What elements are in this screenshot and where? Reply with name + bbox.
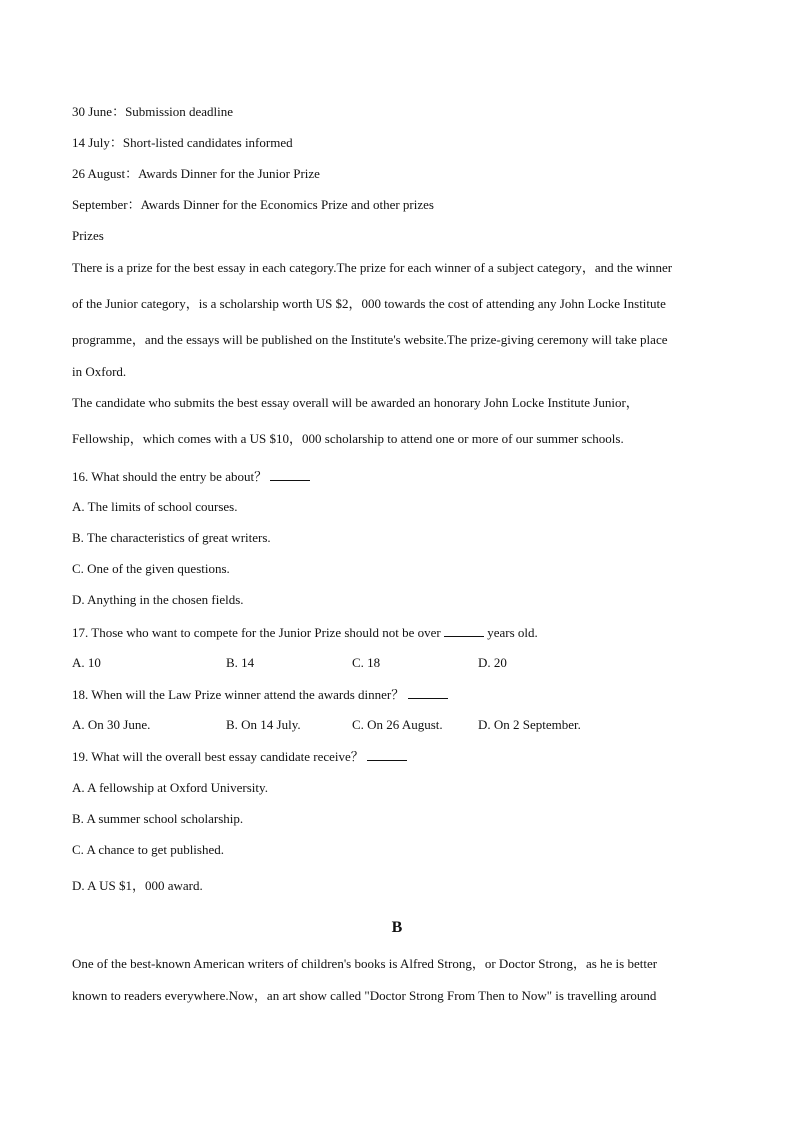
question-17	[72, 624, 538, 641]
q16-option-a[interactable]: A. The limits of school courses.	[72, 499, 238, 514]
question-16-stem: 16. What should the entry be about？	[72, 469, 268, 484]
q19-option-b[interactable]: B. A summer school scholarship.	[72, 811, 244, 826]
answer-blank-18[interactable]	[408, 686, 448, 699]
prizes-heading: Prizes	[72, 228, 104, 243]
schedule-line-1: 30 June：Submission deadline	[72, 104, 234, 119]
answer-blank-16[interactable]	[270, 468, 310, 481]
question-18	[72, 686, 448, 703]
q16-option-b[interactable]: B. The characteristics of great writers.	[72, 530, 271, 545]
prizes-para2-line-2: Fellowship，which comes with a US $10，000 scholarship to attend one or more of our summer schools.	[72, 431, 624, 446]
prizes-para1-line-3: programme，and the essays will be published on the Institute's website.The prize-giving ceremony will take place	[72, 332, 668, 347]
answer-blank-19[interactable]	[367, 748, 407, 761]
prizes-para1-line-1: There is a prize for the best essay in each category.The prize for each winner of a subject category，and the winner	[72, 260, 673, 275]
q18-option-a[interactable]: A. On 30 June.	[72, 717, 151, 732]
q17-option-a[interactable]: A. 10	[72, 655, 101, 670]
section-b-line-1: One of the best-known American writers of children's books is Alfred Strong，or Doctor Strong，as he is better	[72, 956, 658, 971]
q18-option-b[interactable]: B. On 14 July.	[226, 717, 301, 732]
q17-option-b[interactable]: B. 14	[226, 655, 255, 670]
prizes-para1-line-4: in Oxford.	[72, 364, 127, 379]
q18-option-d[interactable]: D. On 2 September.	[478, 717, 581, 732]
q17-option-d[interactable]: D. 20	[478, 655, 507, 670]
q16-option-c[interactable]: C. One of the given questions.	[72, 561, 230, 576]
question-17-stem-after: years old.	[487, 625, 538, 640]
question-18-stem: 18. When will the Law Prize winner attend the awards dinner？	[72, 687, 405, 702]
schedule-line-2: 14 July：Short-listed candidates informed	[72, 135, 293, 150]
q16-option-d[interactable]: D. Anything in the chosen fields.	[72, 592, 244, 607]
prizes-para1-line-2: of the Junior category，is a scholarship worth US $2，000 towards the cost of attending any John Locke Institute	[72, 296, 666, 311]
answer-blank-17[interactable]	[444, 624, 484, 637]
schedule-line-4: September：Awards Dinner for the Economics Prize and other prizes	[72, 197, 434, 212]
q19-option-d[interactable]: D. A US $1，000 award.	[72, 878, 203, 893]
prizes-para2-line-1: The candidate who submits the best essay overall will be awarded an honorary John Locke Institute Junior，	[72, 395, 639, 410]
question-19	[72, 748, 407, 765]
q18-option-c[interactable]: C. On 26 August.	[352, 717, 443, 732]
q19-option-c[interactable]: C. A chance to get published.	[72, 842, 225, 857]
question-16	[72, 468, 310, 485]
q19-option-a[interactable]: A. A fellowship at Oxford University.	[72, 780, 268, 795]
section-b-line-2: known to readers everywhere.Now，an art show called "Doctor Strong From Then to Now" is travelling around	[72, 988, 657, 1003]
question-17-stem-before: 17. Those who want to compete for the Junior Prize should not be over	[72, 625, 441, 640]
section-b-heading: B	[391, 919, 403, 936]
question-19-stem: 19. What will the overall best essay candidate receive？	[72, 749, 364, 764]
schedule-line-3: 26 August：Awards Dinner for the Junior Prize	[72, 166, 320, 181]
q17-option-c[interactable]: C. 18	[352, 655, 381, 670]
